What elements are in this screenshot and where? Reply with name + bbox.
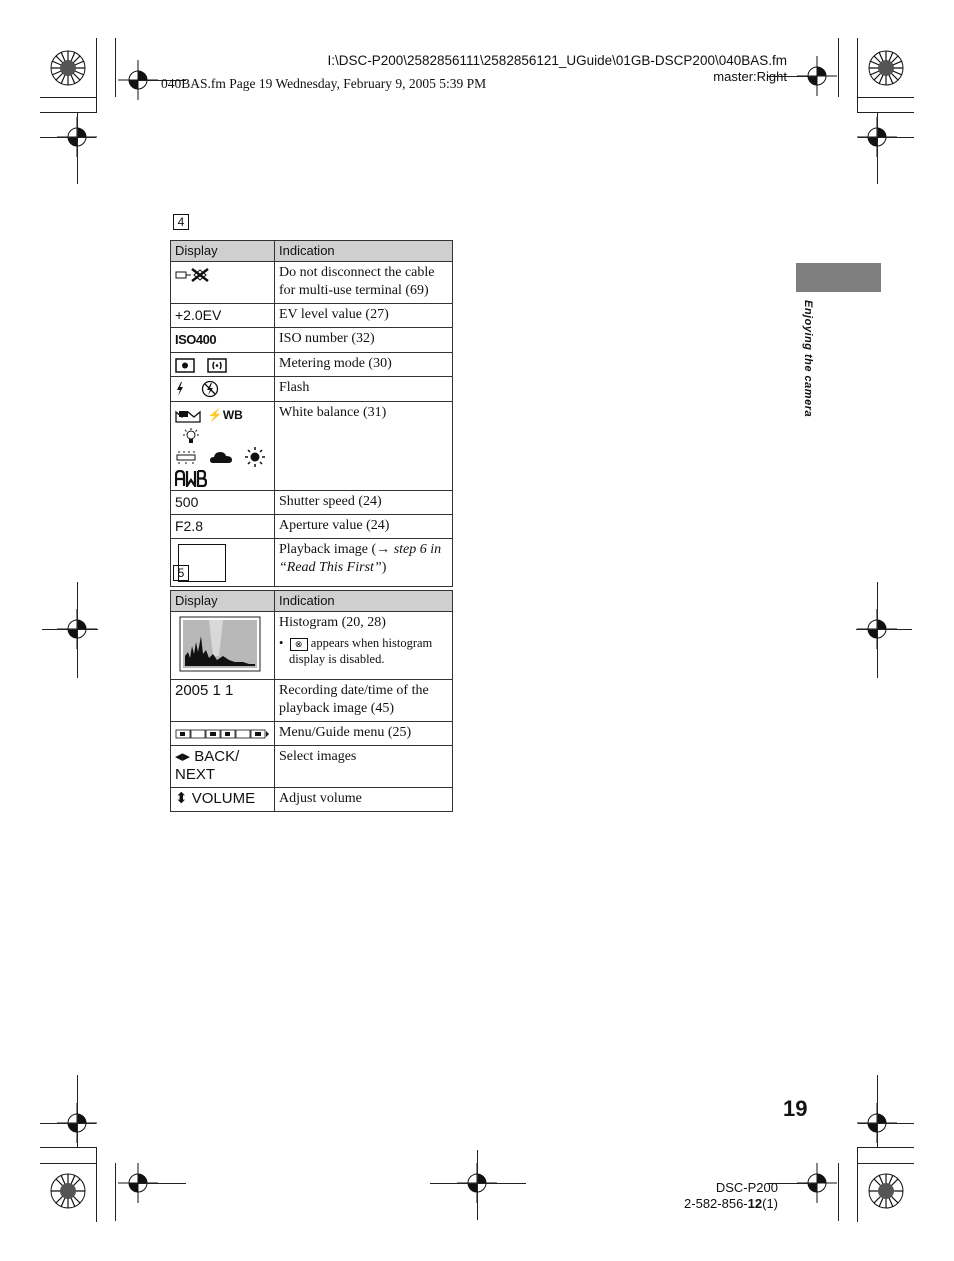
underwater-wb-icon xyxy=(175,409,201,423)
flash-icon xyxy=(175,381,185,397)
daylight-wb-icon xyxy=(245,447,265,467)
page-number: 19 xyxy=(783,1096,808,1121)
histogram-disabled-icon: ⊗ xyxy=(290,638,308,651)
chapter-tab xyxy=(796,263,881,292)
document-code: 2-582-856-12(1) xyxy=(684,1196,778,1211)
incandescent-wb-icon xyxy=(180,428,202,446)
chapter-label: Enjoying the camera xyxy=(802,300,814,418)
cable-disconnect-warning-icon xyxy=(175,267,209,283)
table-header-row xyxy=(171,591,453,612)
table-row: 500 Shutter speed (24) xyxy=(171,490,453,514)
frame-file-info: 040BAS.fm Page 19 Wednesday, February 9, 2005 5:39 PM xyxy=(161,76,487,91)
table-row: ⬍ VOLUME Adjust volume xyxy=(171,788,453,812)
table-row: ◂▸ BACK/ NEXT Select images xyxy=(171,746,453,788)
table-row: Flash xyxy=(171,377,453,402)
volume-control: ⬍ VOLUME xyxy=(171,788,275,812)
table-row: F2.8 Aperture value (24) xyxy=(171,514,453,538)
column-header-display: Display xyxy=(171,241,275,262)
table-row: ⚡WB White balance (31) xyxy=(171,402,453,491)
registration-wheel-icon xyxy=(868,1173,904,1209)
flash-wb-icon: ⚡WB xyxy=(207,408,243,423)
table-row: Playback image (→ step 6 in “Read This First”) xyxy=(171,538,453,586)
table-row: +2.0EV EV level value (27) xyxy=(171,304,453,328)
registration-wheel-icon xyxy=(868,50,904,86)
table-row: 2005 1 1 Recording date/time of the playback image (45) xyxy=(171,680,453,722)
column-header-indication: Indication xyxy=(275,591,453,612)
iso-icon: ISO400 xyxy=(171,328,275,353)
spot-metering-icon xyxy=(175,358,195,373)
table-row: Metering mode (30) xyxy=(171,353,453,377)
table-header-row xyxy=(171,241,453,262)
column-header-indication: Indication xyxy=(275,241,453,262)
histogram-image xyxy=(179,616,261,672)
table-row: Histogram (20, 28) • ⊗ appears when histogram display is disabled. xyxy=(171,612,453,680)
model-number: DSC-P200 xyxy=(715,1180,778,1195)
cloudy-wb-icon xyxy=(209,449,233,465)
auto-wb-icon xyxy=(175,470,207,487)
file-path: I:\DSC-P200\2582856111\2582856121_UGuide\01GB-DSCP200\040BAS.fm xyxy=(327,53,787,68)
display-table-4 xyxy=(170,240,453,587)
center-weighted-metering-icon xyxy=(207,358,227,373)
histogram-note: • ⊗ appears when histogram display is disabled. xyxy=(279,636,433,666)
back-next-control: ◂▸ BACK/ NEXT xyxy=(171,746,275,788)
display-table-5 xyxy=(170,590,453,812)
table-row: Do not disconnect the cable for multi-use terminal (69) xyxy=(171,262,453,304)
flash-off-icon xyxy=(201,380,219,398)
master-page-label: master:Right xyxy=(713,69,787,84)
section-number: 4 xyxy=(173,214,189,230)
registration-wheel-icon xyxy=(50,50,86,86)
column-header-display: Display xyxy=(171,591,275,612)
table-row: ISO400 ISO number (32) xyxy=(171,328,453,353)
section-number: 5 xyxy=(173,565,189,581)
registration-wheel-icon xyxy=(50,1173,86,1209)
menu-guide-bar-icon xyxy=(175,729,269,739)
table-row: Menu/Guide menu (25) xyxy=(171,722,453,746)
fluorescent-wb-icon xyxy=(175,450,197,464)
